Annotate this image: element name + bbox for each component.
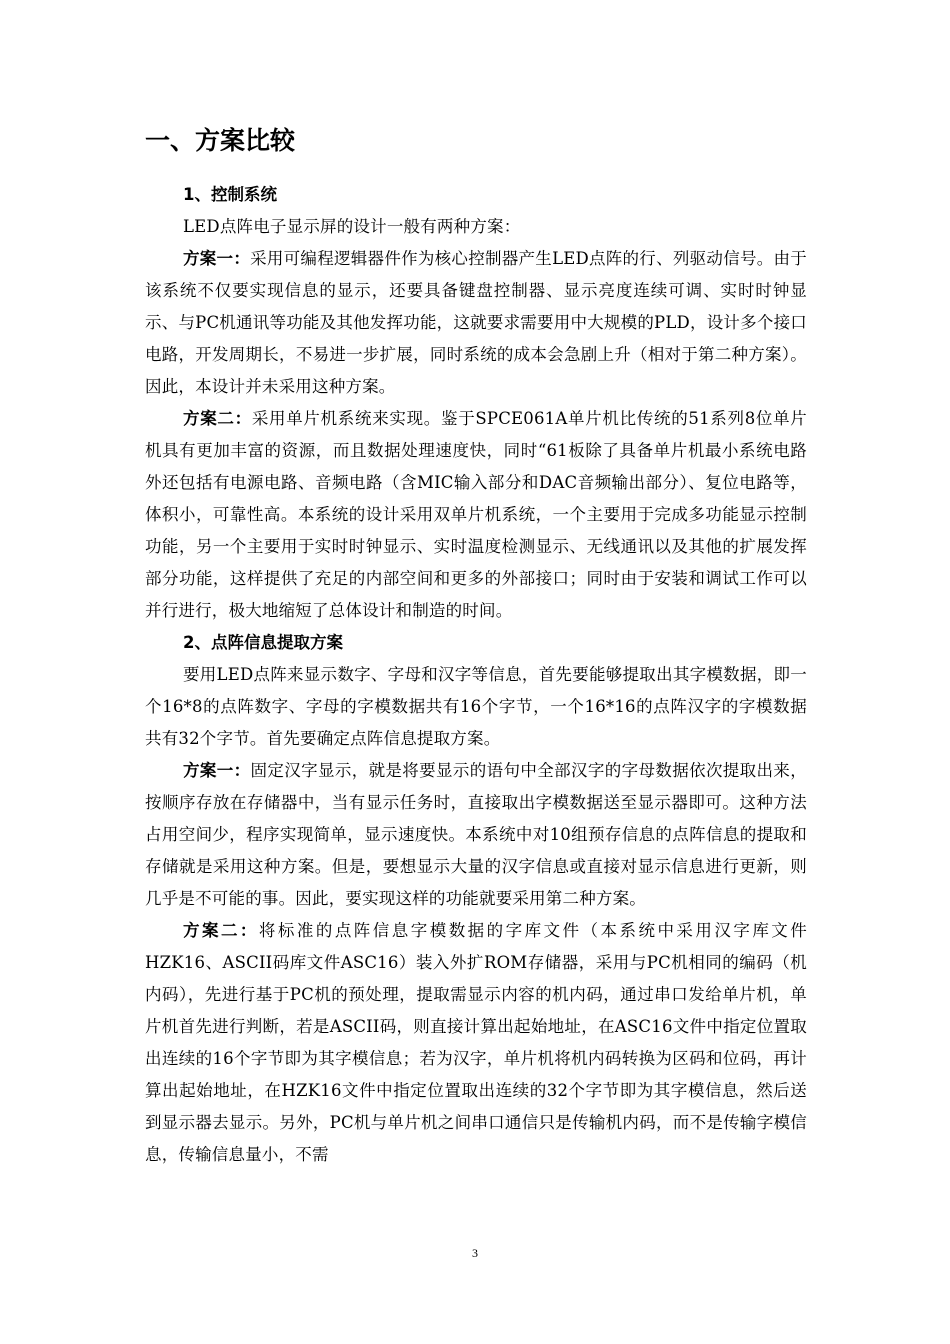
paragraph-control-plan-2	[145, 403, 807, 627]
paragraph-control-plan-1	[145, 243, 807, 403]
plan-label: 方案二：	[183, 409, 252, 428]
section-title: 一、方案比较	[145, 126, 296, 155]
paragraph-intro-control: LED点阵电子显示屏的设计一般有两种方案：	[183, 217, 521, 236]
paragraph-dot-matrix-plan-2	[145, 915, 807, 1171]
page-content	[145, 125, 807, 1171]
plan-label: 方案二：	[183, 921, 259, 940]
plan-label: 方案一：	[183, 249, 251, 268]
paragraph-dot-matrix-plan-1	[145, 755, 807, 915]
subsection-title-dot-matrix: 2、点阵信息提取方案	[183, 633, 343, 652]
plan-text: 采用单片机系统来实现。鉴于SPCE061A单片机比传统的51系列8位单片机具有更加丰富的资源，而且数据处理速度快，同时“61板除了具备单片机最小系统电路外还包括有电源电路、音频电路（含MIC输入部分和DAC音频输出部分）、复位电路等，体积小，可靠性高。本系统的设计采用双单片机系统，一个主要用于完成多功能显示控制功能，另一个主要用于实时时钟显示、实时温度检测显示、无线通讯以及其他的扩展发挥部分功能，这样提供了充足的内部空间和更多的外部接口；同时由于安装和调试工作可以并行进行，极大地缩短了总体设计和制造的时间。	[145, 409, 807, 620]
plan-label: 方案一：	[183, 761, 251, 780]
plan-text: 采用可编程逻辑器件作为核心控制器产生LED点阵的行、列驱动信号。由于该系统不仅要实现信息的显示，还要具备键盘控制器、显示亮度连续可调、实时时钟显示、与PC机通讯等功能及其他发挥功能，这就要求需要用中大规模的PLD，设计多个接口电路，开发周期长，不易进一步扩展，同时系统的成本会急剧上升（相对于第二种方案）。因此，本设计并未采用这种方案。	[145, 249, 807, 396]
subsection-title-control-system: 1、控制系统	[183, 185, 277, 204]
page-number: 3	[472, 1246, 478, 1260]
plan-text: 将标准的点阵信息字模数据的字库文件（本系统中采用汉字库文件HZK16、ASCII码库文件ASC16）装入外扩ROM存储器，采用与PC机相同的编码（机内码），先进行基于PC机的预处理，提取需显示内容的机内码，通过串口发给单片机，单片机首先进行判断，若是ASCII码，则直接计算出起始地址，在ASC16文件中指定位置取出连续的16个字节即为其字模信息；若为汉字，单片机将机内码转换为区码和位码，再计算出起始地址，在HZK16文件中指定位置取出连续的32个字节即为其字模信息，然后送到显示器去显示。另外，PC机与单片机之间串口通信只是传输机内码，而不是传输字模信息，传输信息量小，不需	[145, 921, 807, 1164]
paragraph-intro-dot-matrix: 要用LED点阵来显示数字、字母和汉字等信息，首先要能够提取出其字模数据，即一个16*8的点阵数字、字母的字模数据共有16个字节，一个16*16的点阵汉字的字模数据共有32个字节。首先要确定点阵信息提取方案。	[145, 665, 807, 748]
plan-text: 固定汉字显示，就是将要显示的语句中全部汉字的字母数据依次提取出来，按顺序存放在存储器中，当有显示任务时，直接取出字模数据送至显示器即可。这种方法占用空间少，程序实现简单，显示速度快。本系统中对10组预存信息的点阵信息的提取和存储就是采用这种方案。但是，要想显示大量的汉字信息或直接对显示信息进行更新，则几乎是不可能的事。因此，要实现这样的功能就要采用第二种方案。	[145, 761, 807, 908]
